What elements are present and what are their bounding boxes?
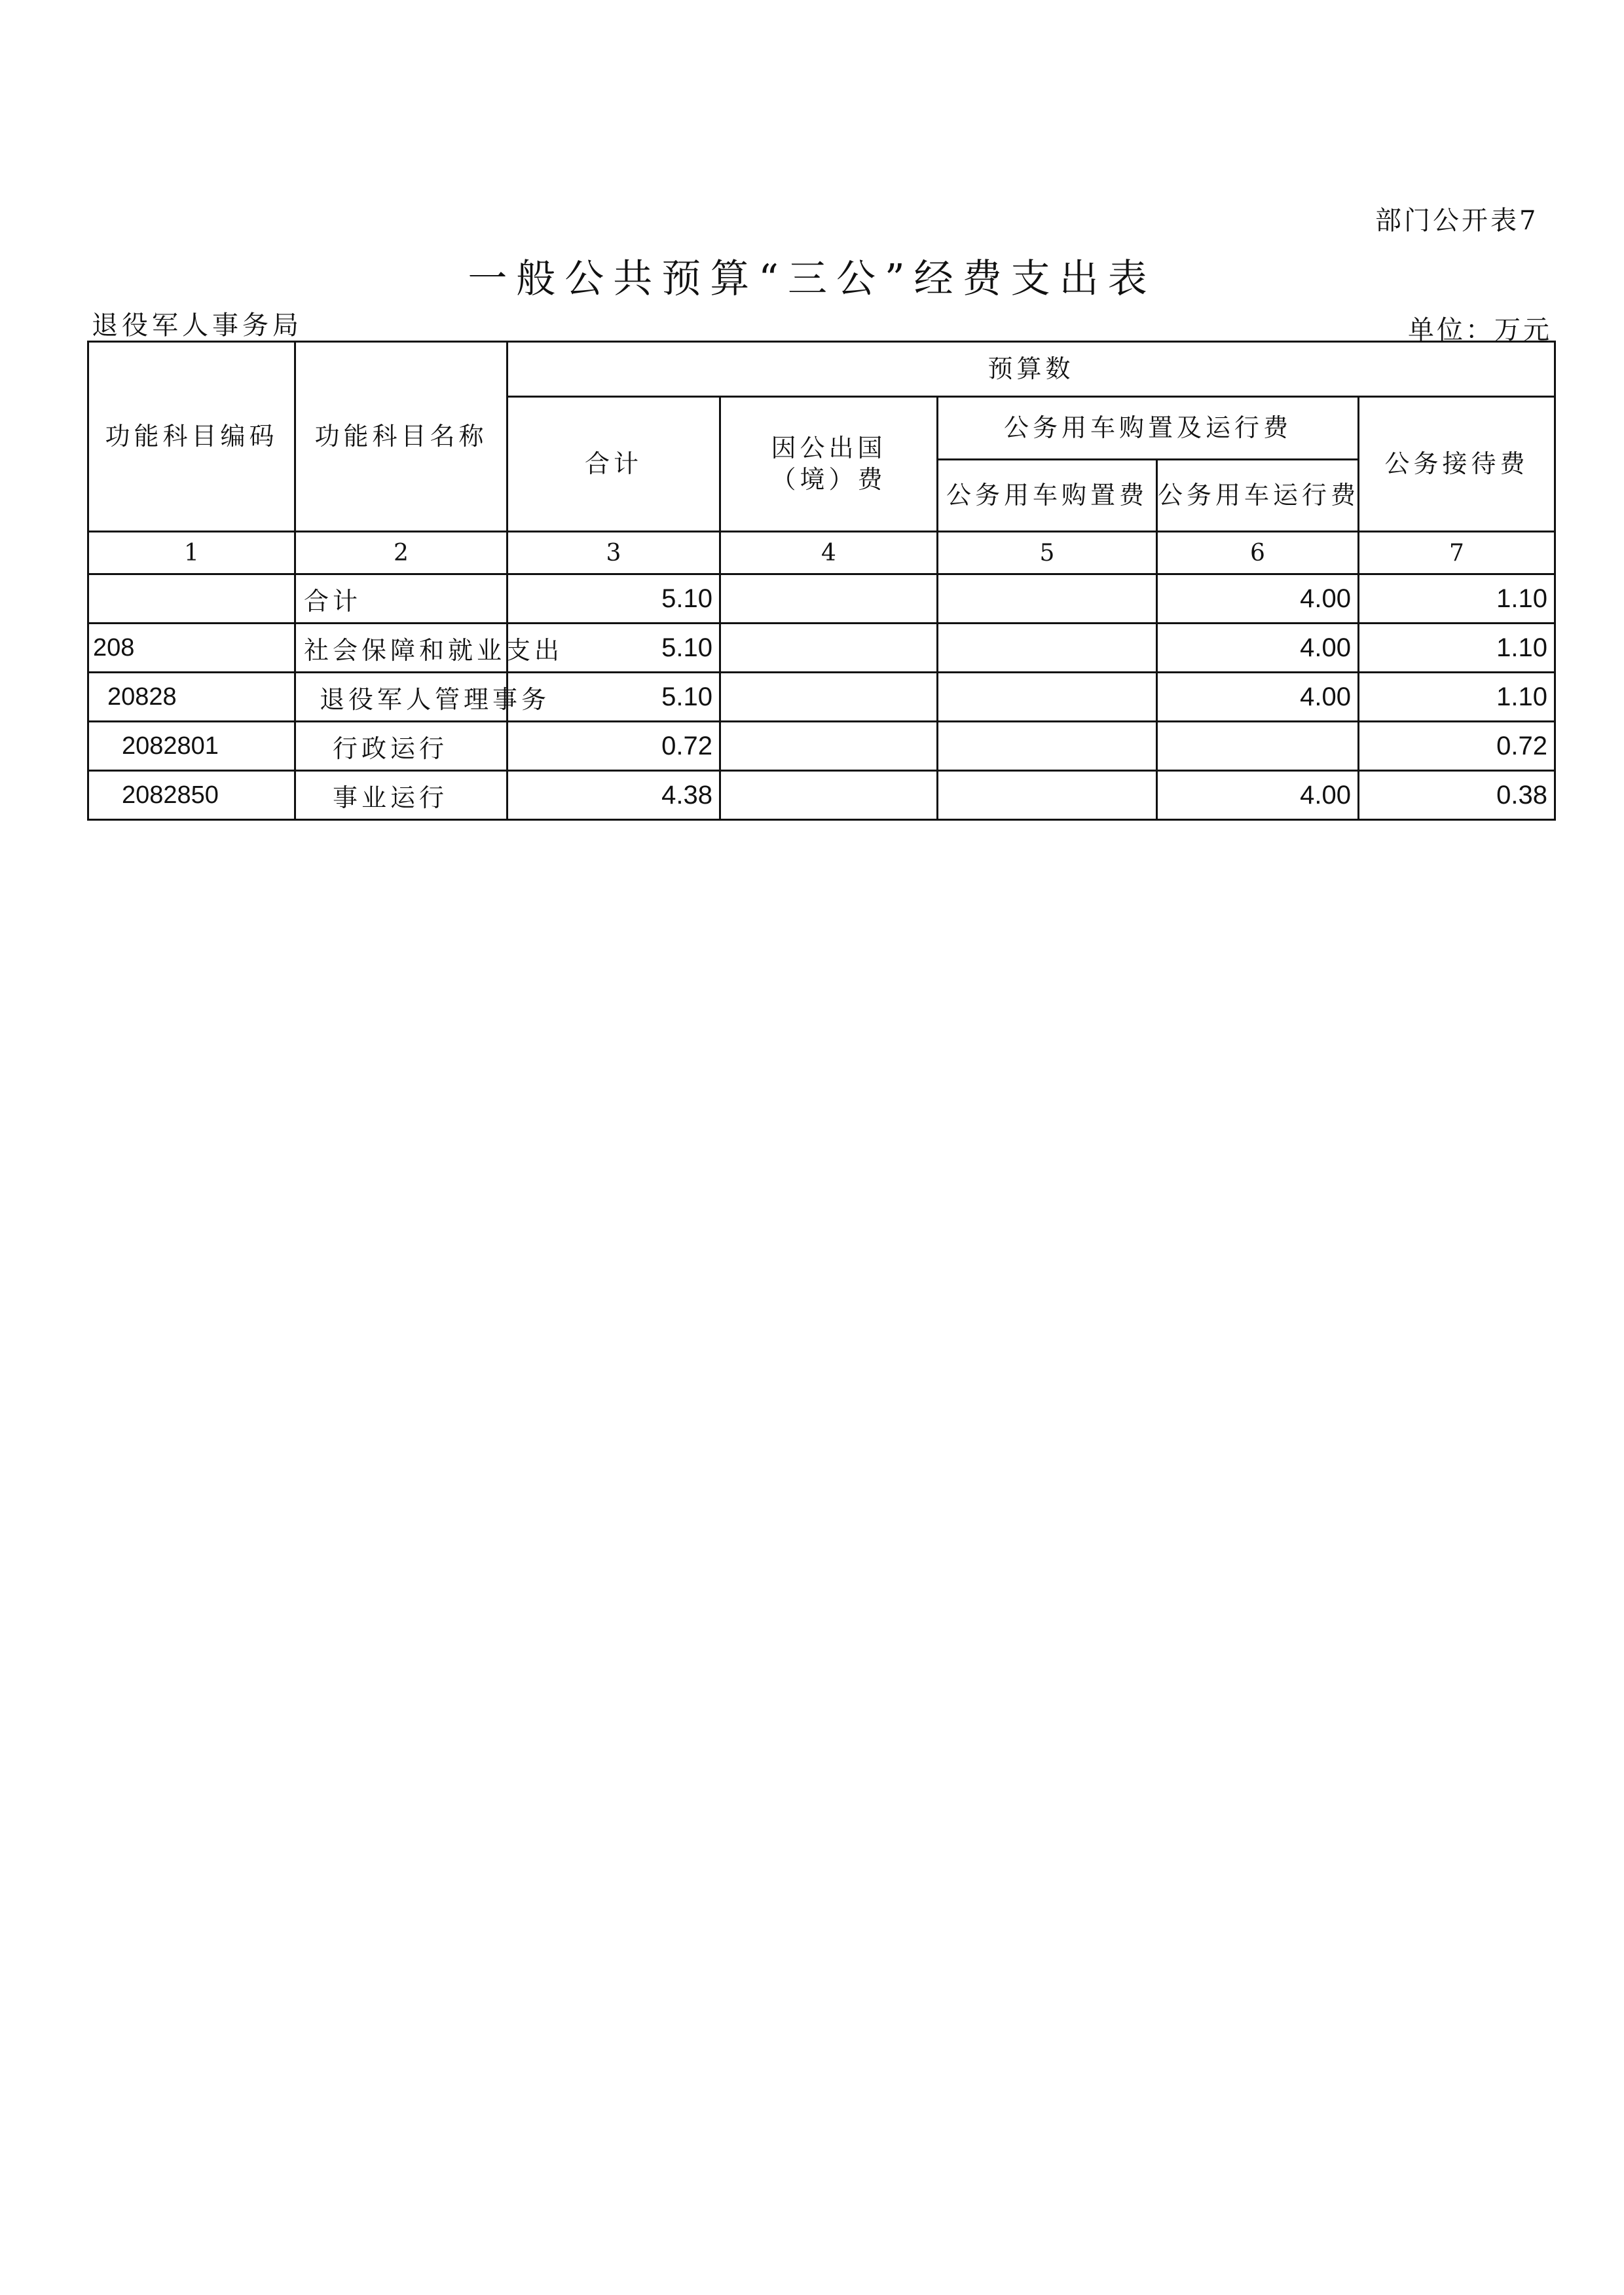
table-row [88, 624, 1555, 673]
form-number: 部门公开表7 [1375, 206, 1539, 236]
vehicle-purchase-cell [938, 673, 1157, 722]
column-number: 4 [720, 532, 938, 574]
reception-cell: 0.38 [1359, 771, 1555, 820]
abroad-cell [720, 574, 938, 624]
table-row [88, 574, 1555, 624]
column-number: 7 [1359, 532, 1555, 574]
name-cell: 社会保障和就业支出 [295, 624, 507, 673]
vehicle-operation-cell: 4.00 [1157, 574, 1359, 624]
abroad-cell [720, 624, 938, 673]
header-vehicle: 公务用车购置及运行费 [938, 397, 1359, 460]
column-number: 1 [88, 532, 295, 574]
reception-cell: 1.10 [1359, 673, 1555, 722]
table-row [88, 771, 1555, 820]
reception-cell: 0.72 [1359, 722, 1555, 771]
total-cell: 5.10 [507, 624, 720, 673]
column-number: 3 [507, 532, 720, 574]
vehicle-operation-cell [1157, 722, 1359, 771]
abroad-cell [720, 771, 938, 820]
header-code: 功能科目编码 [88, 342, 295, 532]
reception-cell: 1.10 [1359, 574, 1555, 624]
vehicle-purchase-cell [938, 722, 1157, 771]
column-number-row [88, 532, 1555, 574]
reception-cell: 1.10 [1359, 624, 1555, 673]
header-abroad: 因公出国（境）费 [720, 397, 938, 532]
vehicle-operation-cell: 4.00 [1157, 673, 1359, 722]
page-title: 一般公共预算“三公”经费支出表 [468, 256, 1156, 302]
header-total: 合计 [507, 397, 720, 532]
table-row [88, 673, 1555, 722]
total-cell: 5.10 [507, 673, 720, 722]
abroad-cell [720, 673, 938, 722]
total-cell: 4.38 [507, 771, 720, 820]
abroad-cell [720, 722, 938, 771]
header-vehicle-purchase: 公务用车购置费 [938, 460, 1157, 532]
table-row [88, 722, 1555, 771]
vehicle-purchase-cell [938, 771, 1157, 820]
column-number: 6 [1157, 532, 1359, 574]
name-cell: 退役军人管理事务 [295, 673, 507, 722]
column-number: 5 [938, 532, 1157, 574]
vehicle-operation-cell: 4.00 [1157, 771, 1359, 820]
vehicle-purchase-cell [938, 574, 1157, 624]
name-cell: 事业运行 [295, 771, 507, 820]
code-cell [88, 574, 295, 624]
code-cell: 20828 [88, 673, 295, 722]
organization-name: 退役军人事务局 [92, 310, 303, 341]
code-cell: 2082801 [88, 722, 295, 771]
unit-label: 单位：万元 [1408, 315, 1552, 345]
total-cell: 5.10 [507, 574, 720, 624]
total-cell: 0.72 [507, 722, 720, 771]
code-cell: 208 [88, 624, 295, 673]
vehicle-purchase-cell [938, 624, 1157, 673]
name-cell: 合计 [295, 574, 507, 624]
header-name: 功能科目名称 [295, 342, 507, 532]
vehicle-operation-cell: 4.00 [1157, 624, 1359, 673]
name-cell: 行政运行 [295, 722, 507, 771]
code-cell: 2082850 [88, 771, 295, 820]
header-vehicle-operation: 公务用车运行费 [1157, 460, 1359, 532]
column-number: 2 [295, 532, 507, 574]
header-reception: 公务接待费 [1359, 397, 1555, 532]
budget-table [87, 341, 1556, 821]
header-budget: 预算数 [507, 342, 1555, 397]
